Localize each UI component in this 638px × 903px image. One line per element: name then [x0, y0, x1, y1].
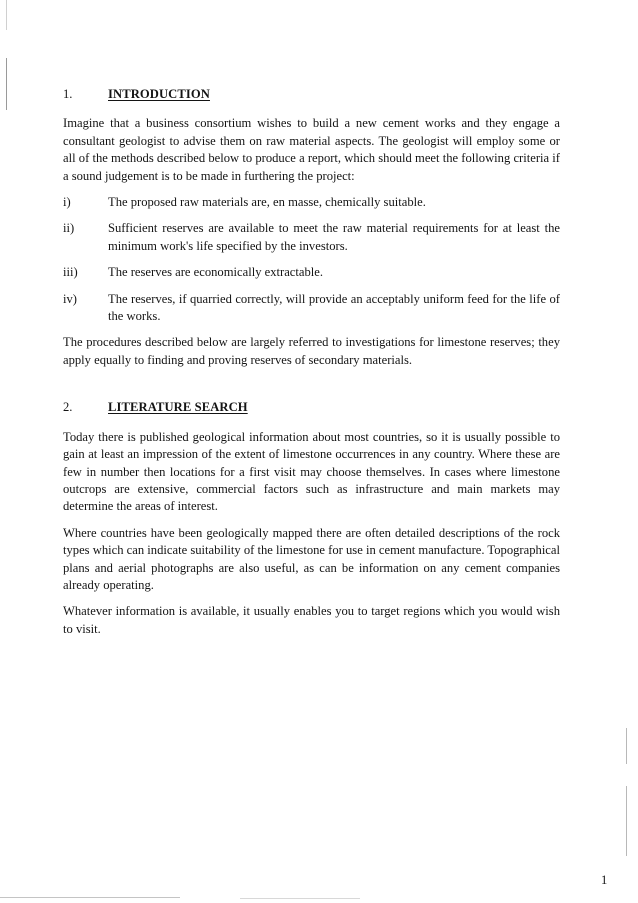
scan-edge-mark [6, 58, 7, 110]
body-paragraph: Whatever information is available, it usually enables you to target regions which you would wish to visit. [63, 604, 560, 636]
criteria-label: i) [63, 195, 71, 210]
criteria-item [63, 220, 560, 255]
criteria-text: The reserves are economically extractable. [108, 265, 324, 280]
criteria-label: iv) [63, 291, 77, 306]
scan-edge-mark [626, 728, 627, 764]
scan-edge-mark [240, 898, 360, 899]
criteria-text: The reserves, if quarried correctly, will provide an acceptably uniform feed for the life of the works. [108, 291, 560, 324]
criteria-text: The proposed raw materials are, en masse, chemically suitable. [108, 195, 426, 210]
scan-edge-mark [626, 786, 627, 856]
criteria-label: ii) [63, 221, 75, 236]
closing-paragraph: The procedures described below are largely referred to investigations for limestone reserves; they apply equally to finding and proving reserves of secondary materials. [63, 335, 560, 367]
intro-paragraph: Imagine that a business consortium wishes to build a new cement works and they engage a consultant geologist to advise them on raw material aspects. The geologist will employ some or all of the methods described below to produce a report, which should meet the following criteria if a sound judgement is to be made in furthering the project: [63, 116, 560, 183]
criteria-text: Sufficient reserves are available to meet the raw material requirements for at least the minimum work's life specified by the investors. [108, 221, 560, 253]
body-paragraph: Today there is published geological information about most countries, so it is usually possible to gain at least an impression of the extent of limestone occurrences in any country. Where these are few in number then locations for a first visit may choose themselves. In cases where limestone outcrops are extensive, commercial factors such as infrastructure and main markets may determine the areas of interest. [63, 429, 560, 514]
criteria-label: iii) [63, 265, 78, 280]
page-number: 1 [601, 873, 608, 887]
scan-edge-mark [6, 0, 7, 30]
document-body [63, 86, 560, 638]
section-title: INTRODUCTION [108, 87, 210, 101]
section-heading-literature-search [63, 399, 560, 416]
section-title: LITERATURE SEARCH [108, 400, 248, 415]
scan-edge-mark [0, 897, 180, 898]
criteria-item [63, 264, 560, 281]
criteria-item [63, 291, 560, 326]
criteria-item [63, 194, 560, 211]
section-number: 1. [63, 87, 73, 101]
section-number: 2. [63, 400, 73, 415]
body-paragraph: Where countries have been geologically mapped there are often detailed descriptions of the rock types which can indicate suitability of the limestone for use in cement manufacture. Topographical plans and aerial photographs are also useful, as can be information on any cement companies already operating. [63, 525, 560, 592]
section-heading-introduction [63, 86, 560, 103]
